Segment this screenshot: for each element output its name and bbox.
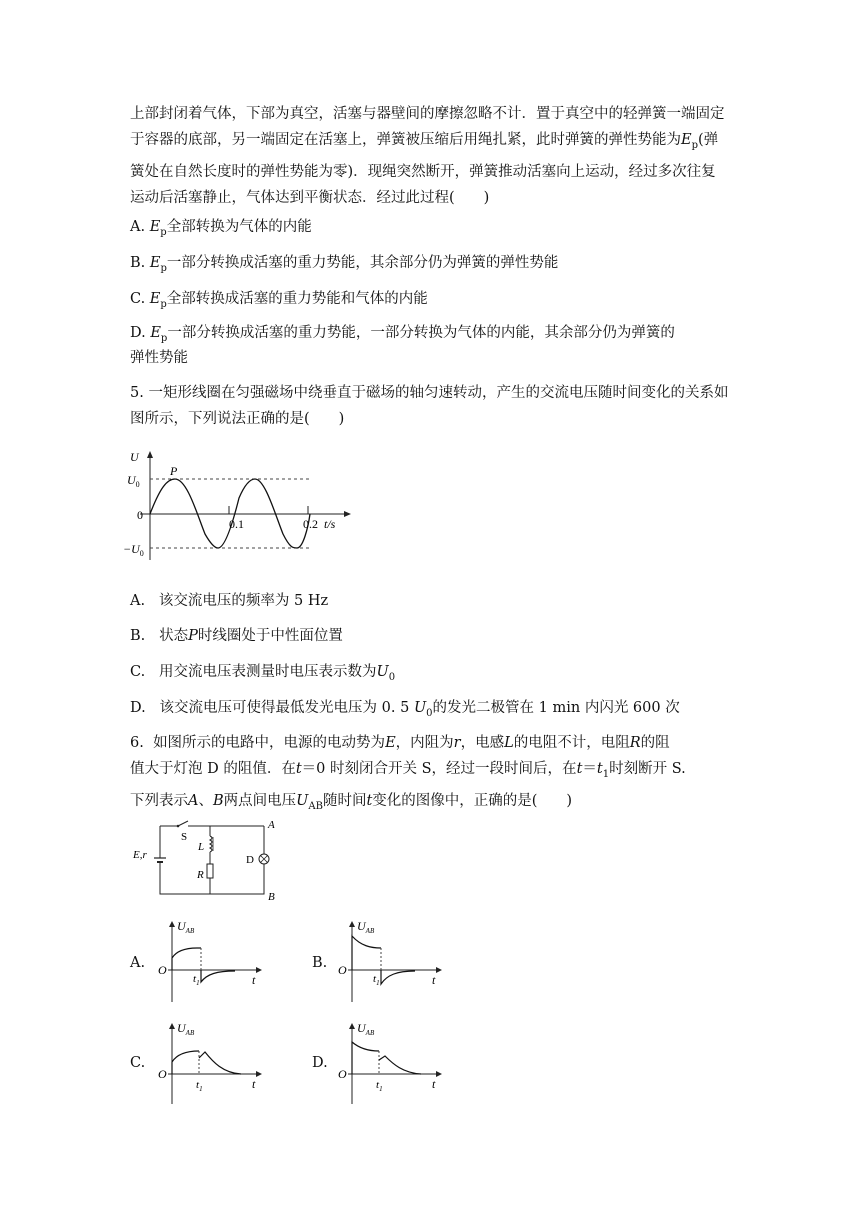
q4-option-a: A. $E_p$全部转换为气体的内能 xyxy=(130,219,312,238)
q6-choice-a-label: A. xyxy=(130,955,146,971)
q6-circuit-diagram xyxy=(128,818,278,904)
svg-text:UAB: $U_{AB}$ xyxy=(357,1021,375,1037)
svg-text:O: O xyxy=(338,963,347,977)
svg-text:O: O xyxy=(338,1067,347,1081)
q6-choice-d-label: D. xyxy=(312,1055,328,1071)
svg-text:t1: $t_1$ xyxy=(196,1079,203,1093)
q5-option-d: D. 该交流电压可使得最低发光电压为 0. 5 $U_0$的发光二极管在 1 min 内闪光 600 次 xyxy=(130,700,680,719)
q5-voltage-graph xyxy=(125,448,355,566)
u0-label: $U_0$ xyxy=(127,473,140,489)
svg-text:O: O xyxy=(158,963,167,977)
svg-text:R: R xyxy=(197,869,204,881)
svg-text:t: t xyxy=(252,1077,256,1091)
q5-option-b: B. 状态P时线圈处于中性面位置 xyxy=(130,628,343,644)
q4-stem: 上部封闭着气体，下部为真空，活塞与器壁间的摩擦忽略不计．置于真空中的轻弹簧一端固定于容器的底部，另一端固定在活塞上，弹簧被压缩后用绳扎紧，此时弹簧的弹性势能为$E_p$(弹簧处在自然长度时的弹性势能为零)．现绳突然断开，弹簧推动活塞向上运动，经过多次往复运动后活塞静止，气体达到平衡状态．经过此过程( ) xyxy=(130,106,725,206)
svg-text:t1: $t_1$ xyxy=(193,973,200,987)
svg-text:UAB: $U_{AB}$ xyxy=(357,919,375,935)
peak-label: P xyxy=(170,464,178,478)
q6-choice-b-label: B. xyxy=(312,955,328,971)
q4-option-b: B. $E_p$一部分转换成活塞的重力势能，其余部分仍为弹簧的弹性势能 xyxy=(130,255,559,274)
svg-text:A: A xyxy=(268,819,275,831)
y-axis-label: U xyxy=(130,450,139,464)
svg-text:t1: $t_1$ xyxy=(376,1079,383,1093)
q6-stem: 6. 如图所示的电路中，电源的电动势为E，内阻为r，电感L的电阻不计，电阻R的阻 值大于灯泡 D 的阻值．在t＝0 时刻闭合开关 S，经过一段时间后，在$t=t_1$时刻断开 S. 下列表示A、B两点间电压$U_{AB}$随时间t变化的图像中，正确的是( ) xyxy=(130,735,686,812)
svg-text:t: t xyxy=(432,973,436,987)
svg-text:L: L xyxy=(198,841,205,853)
q4-option-c: C. $E_p$全部转换成活塞的重力势能和气体的内能 xyxy=(130,291,428,310)
q6-graph-b xyxy=(335,918,445,1004)
origin-label: 0 xyxy=(137,508,143,522)
t-axis-label: t/s xyxy=(324,517,336,531)
q4-option-d-cont: 弹性势能 xyxy=(130,350,188,366)
q4-option-d: D. $E_p$一部分转换成活塞的重力势能，一部分转换为气体的内能，其余部分仍为弹簧的 xyxy=(130,325,675,344)
neg-u0-label: $-U_0$ xyxy=(123,542,144,558)
svg-text:UAB: $U_{AB}$ xyxy=(177,919,195,935)
q6-graph-d xyxy=(335,1020,445,1106)
svg-text:E,r: E,r xyxy=(133,849,147,861)
q5-option-a: A. 该交流电压的频率为 5 Hz xyxy=(130,593,329,609)
q6-graph-c xyxy=(155,1020,265,1106)
tick-0-1: 0.1 xyxy=(229,517,244,531)
svg-text:D: D xyxy=(246,854,254,866)
tick-0-2: 0.2 xyxy=(303,517,318,531)
q5-stem: 5. 一矩形线圈在匀强磁场中绕垂直于磁场的轴匀速转动，产生的交流电压随时间变化的关系如图所示，下列说法正确的是( ) xyxy=(130,385,729,427)
svg-text:B: B xyxy=(268,891,275,903)
q5-option-c: C. 用交流电压表测量时电压表示数为$U_0$ xyxy=(130,664,396,683)
svg-text:O: O xyxy=(158,1067,167,1081)
svg-text:t1: $t_1$ xyxy=(373,973,380,987)
q6-graph-a xyxy=(155,918,265,1004)
svg-text:t: t xyxy=(252,973,256,987)
svg-text:S: S xyxy=(181,831,188,843)
svg-text:UAB: $U_{AB}$ xyxy=(177,1021,195,1037)
q6-choice-c-label: C. xyxy=(130,1055,146,1071)
svg-text:t: t xyxy=(432,1077,436,1091)
